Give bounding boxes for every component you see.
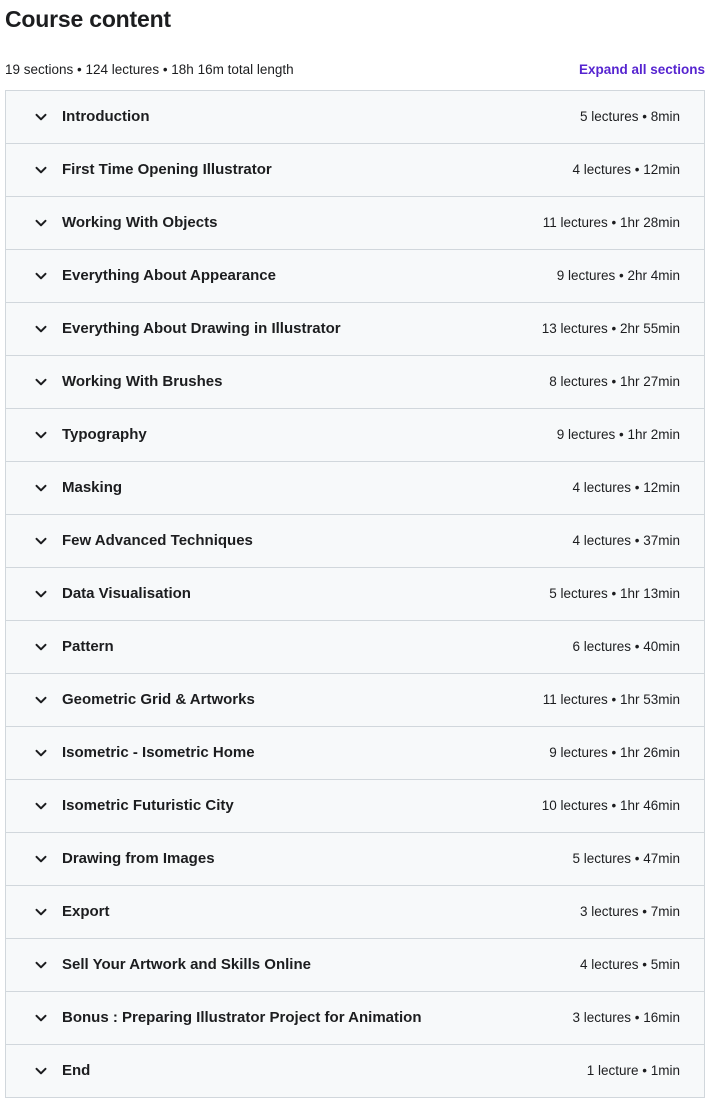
section-title: Sell Your Artwork and Skills Online [62,956,311,973]
section-title: Working With Brushes [62,373,223,390]
chevron-down-icon [34,375,48,389]
section-row[interactable] [6,992,704,1045]
section-row[interactable] [6,91,704,144]
chevron-down-icon [34,534,48,548]
expand-all-sections-button[interactable]: Expand all sections [578,62,705,77]
section-row[interactable] [6,886,704,939]
section-meta: 11 lectures • 1hr 53min [542,692,680,707]
section-row[interactable] [6,356,704,409]
chevron-down-icon [34,1011,48,1025]
section-row[interactable] [6,568,704,621]
section-title: Everything About Drawing in Illustrator [62,320,341,337]
section-row[interactable] [6,780,704,833]
section-meta: 10 lectures • 1hr 46min [541,798,680,813]
section-title: Working With Objects [62,214,218,231]
chevron-down-icon [34,481,48,495]
chevron-down-icon [34,799,48,813]
section-meta: 13 lectures • 2hr 55min [541,321,680,336]
section-row[interactable] [6,833,704,886]
section-meta: 5 lectures • 1hr 13min [549,586,680,601]
section-meta: 3 lectures • 7min [579,904,680,919]
section-meta: 5 lectures • 47min [572,851,680,866]
section-title: Data Visualisation [62,585,191,602]
section-title: Pattern [62,638,114,655]
section-row[interactable] [6,515,704,568]
course-summary-row [5,60,705,80]
chevron-down-icon [34,322,48,336]
section-list [5,90,705,1098]
section-title: Export [62,903,110,920]
section-meta: 4 lectures • 12min [572,162,680,177]
section-title: Geometric Grid & Artworks [62,691,255,708]
section-meta: 3 lectures • 16min [572,1010,680,1025]
section-row[interactable] [6,462,704,515]
section-title: Masking [62,479,123,496]
section-title: First Time Opening Illustrator [62,161,272,178]
section-title: Bonus : Preparing Illustrator Project for Animation [62,1009,422,1026]
chevron-down-icon [34,905,48,919]
chevron-down-icon [34,587,48,601]
section-row[interactable] [6,674,704,727]
section-title: Isometric - Isometric Home [62,744,255,761]
section-title: Introduction [62,108,150,125]
course-summary: 19 sections • 124 lectures • 18h 16m total length [5,62,294,77]
section-row[interactable] [6,1045,704,1098]
section-meta: 9 lectures • 2hr 4min [556,268,680,283]
section-title: Typography [62,426,147,443]
chevron-down-icon [34,163,48,177]
section-row[interactable] [6,197,704,250]
section-row[interactable] [6,144,704,197]
section-title: Isometric Futuristic City [62,797,234,814]
section-row[interactable] [6,621,704,674]
section-meta: 4 lectures • 12min [572,480,680,495]
chevron-down-icon [34,1064,48,1078]
chevron-down-icon [34,693,48,707]
section-row[interactable] [6,303,704,356]
chevron-down-icon [34,746,48,760]
section-meta: 1 lecture • 1min [586,1063,680,1078]
chevron-down-icon [34,110,48,124]
section-row[interactable] [6,250,704,303]
chevron-down-icon [34,958,48,972]
chevron-down-icon [34,640,48,654]
chevron-down-icon [34,428,48,442]
section-meta: 4 lectures • 5min [579,957,680,972]
section-meta: 4 lectures • 37min [572,533,680,548]
section-meta: 9 lectures • 1hr 2min [556,427,680,442]
section-title: End [62,1062,91,1079]
section-meta: 6 lectures • 40min [572,639,680,654]
section-meta: 5 lectures • 8min [579,109,680,124]
section-meta: 9 lectures • 1hr 26min [549,745,680,760]
section-title: Everything About Appearance [62,267,276,284]
chevron-down-icon [34,852,48,866]
section-row[interactable] [6,409,704,462]
chevron-down-icon [34,216,48,230]
section-meta: 8 lectures • 1hr 27min [549,374,680,389]
chevron-down-icon [34,269,48,283]
section-meta: 11 lectures • 1hr 28min [542,215,680,230]
section-row[interactable] [6,939,704,992]
page-title: Course content [5,6,171,32]
section-row[interactable] [6,727,704,780]
section-title: Few Advanced Techniques [62,532,253,549]
section-title: Drawing from Images [62,850,215,867]
